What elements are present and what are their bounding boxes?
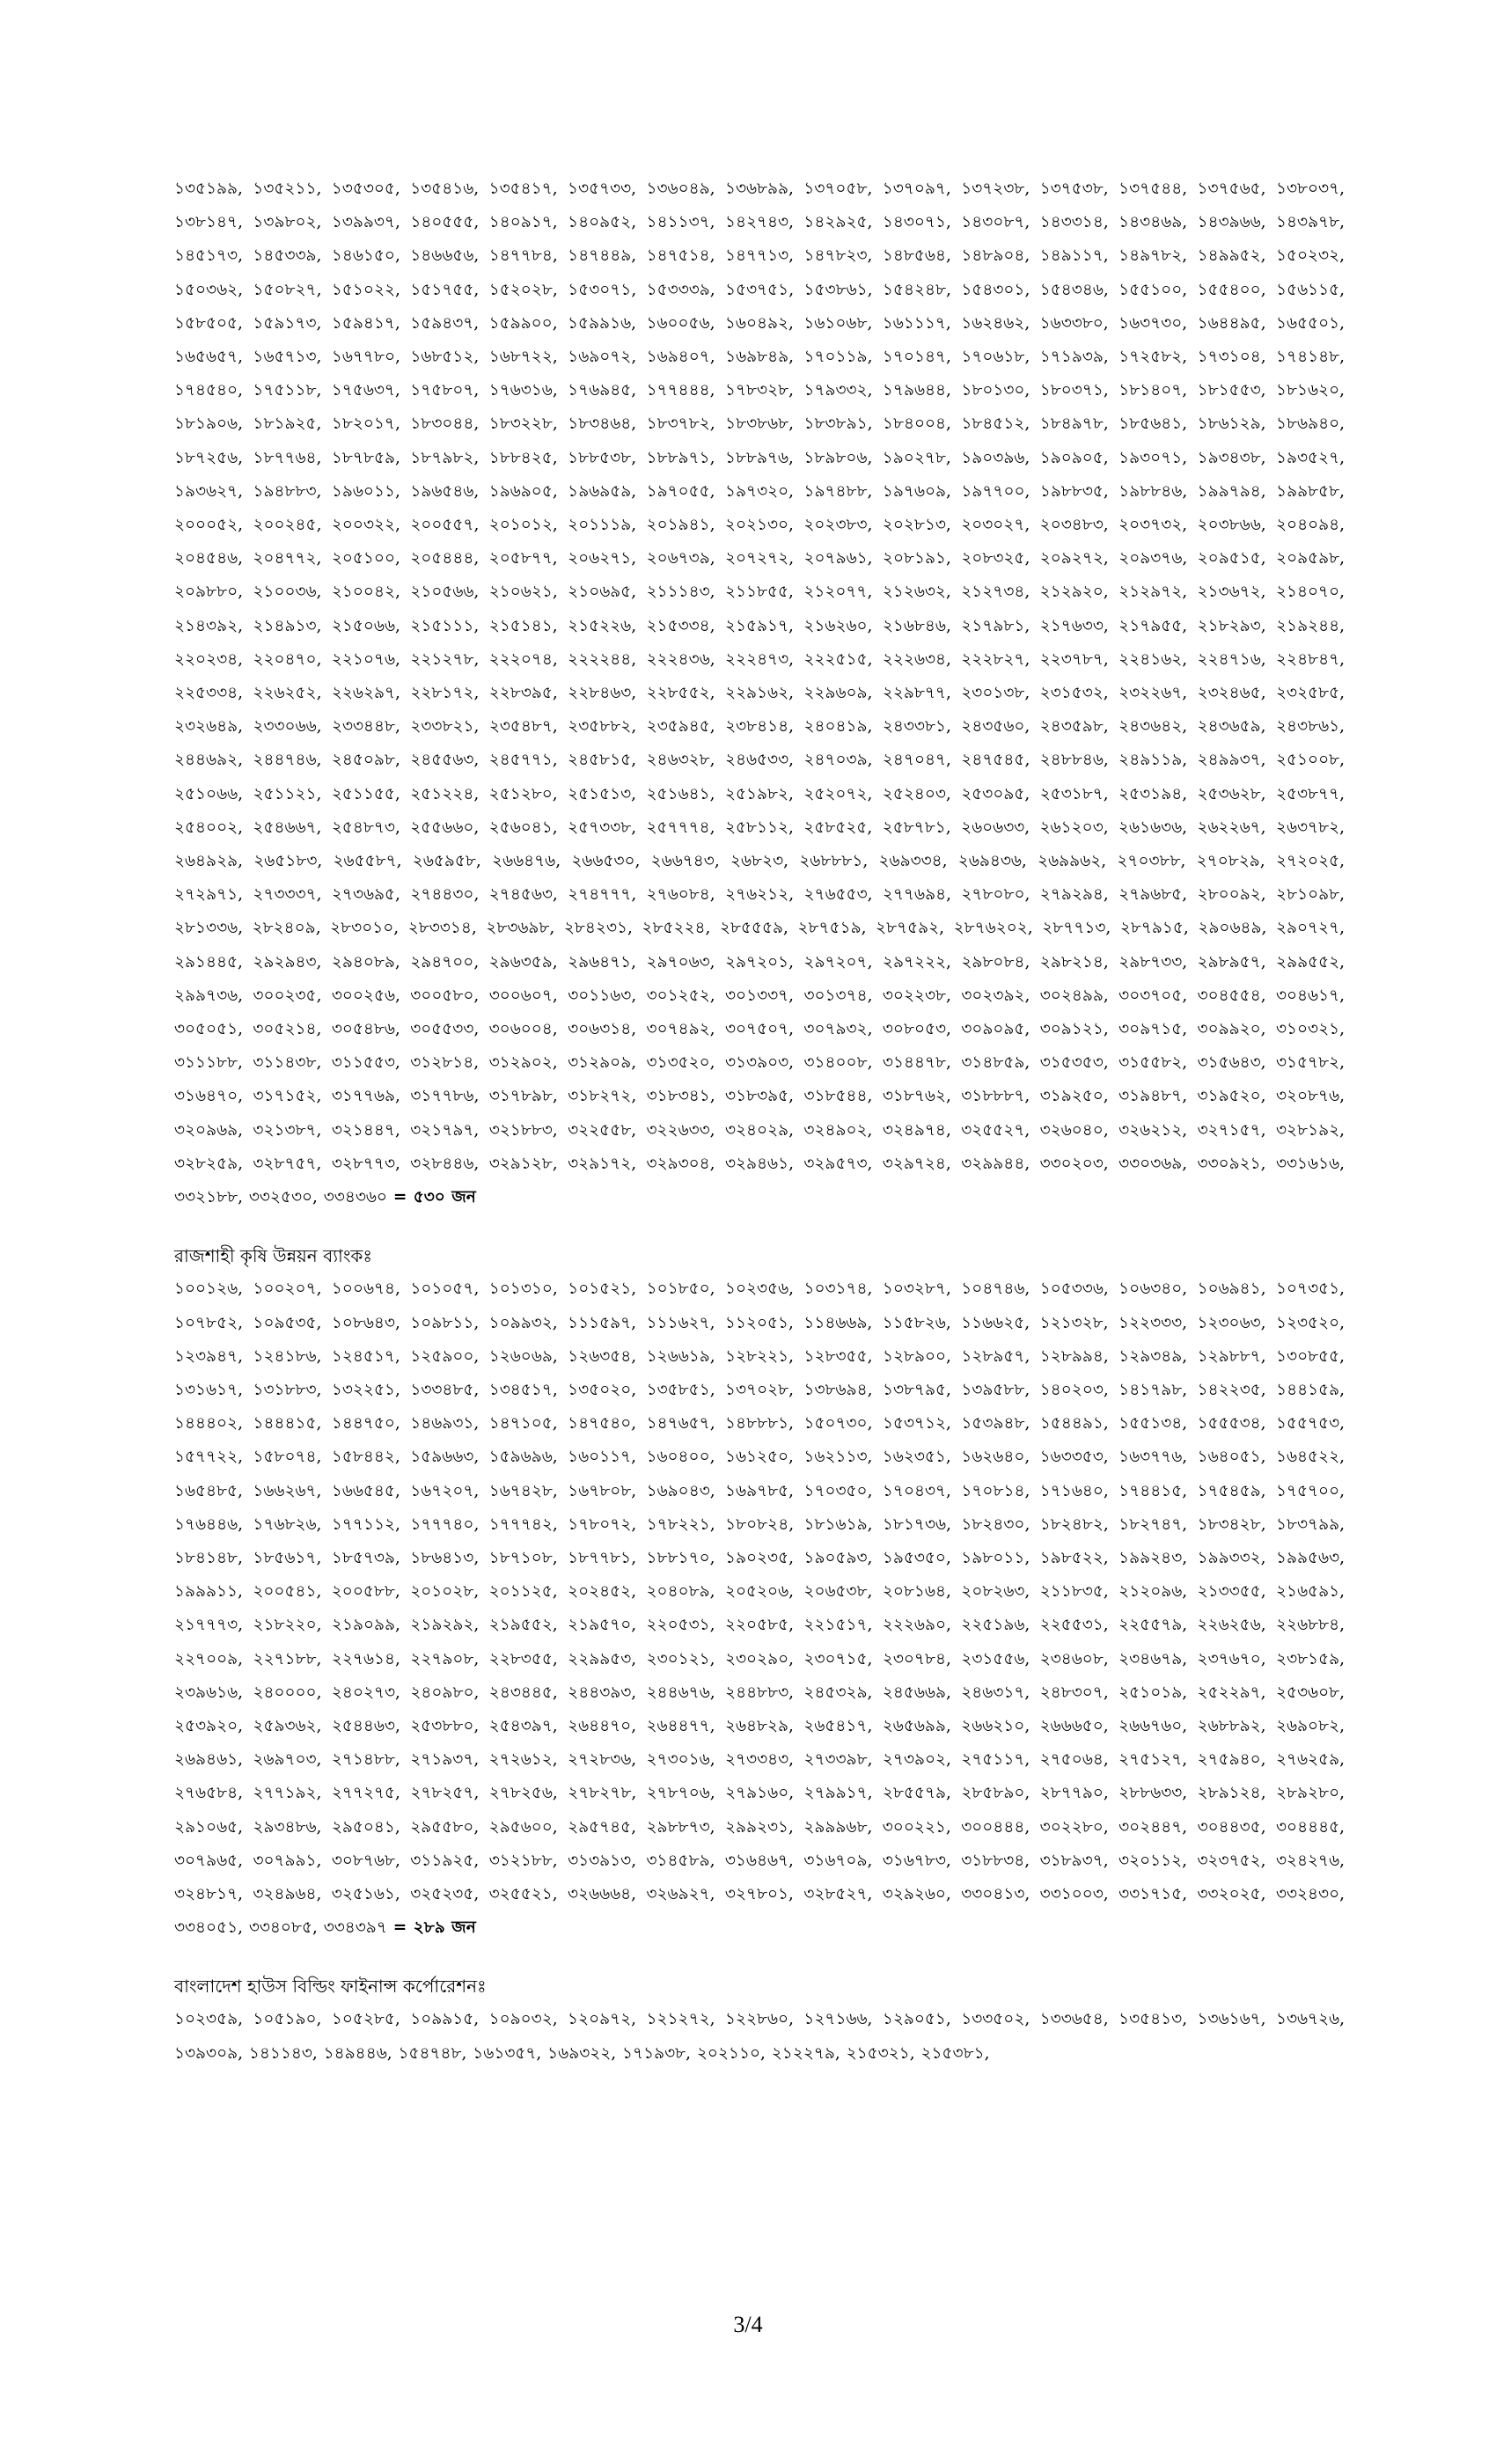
section-rajshahi-krishi-unnayan-bank bbox=[174, 1239, 1345, 1945]
roll-number-list bbox=[174, 172, 1345, 1214]
roll-number-list bbox=[174, 2003, 1345, 2070]
page-number: 3/4 bbox=[733, 2312, 763, 2337]
document-page bbox=[174, 172, 1345, 2071]
section-bangladesh-house-building-finance bbox=[174, 1969, 1345, 2070]
roll-numbers: ১৩৫১৯৯, ১৩৫২১১, ১৩৫৩০৫, ১৩৫৪১৬, ১৩৫৪১৭, ১৩৫৭৩৩, ১৩৬০৪৯, ১৩৬৮৯৯, ১৩৭০৫৮, ১৩৭০৯৭, ১৩৭২৩৮, ১৩৭৫৩৮, ১৩৭৫৪৪, ১৩৭৫৬৫, ১৩৮০৩৭, ১৩৮১৪৭, ১৩৯৮০২, ১৩৯৯৩৭, ১৪০৫৫৫, ১৪০৯১৭, ১৪০৯৫২, ১৪১১৩৭, ১৪২৭৪৩, ১৪২৯২৫, ১৪৩০৭১, ১৪৩০৮৭, ১৪৩৩১৪, ১৪৩৪৬৯, ১৪৩৯৬৬, ১৪৩৯৭৮, ১৪৫১৭৩, ১৪৫৩৩৯, ১৪৬১৫০, ১৪৬৬৫৬, ১৪৭৭৮৪, ১৪৭৪৪৯, ১৪৭৫১৪, ১৪৭৭১৩, ১৪৭৮২৩, ১৪৮৫৬৪, ১৪৮৯০৪, ১৪৯১১৭, ১৪৯৭৮২, ১৪৯৯৫২, ১৫০২৩২, ১৫০৩৬২, ১৫০৮২৭, ১৫১০২২, ১৫১৭৫৫, ১৫২০২৮, ১৫৩০৭১, ১৫৩৩৩৯, ১৫৩৭৫১, ১৫৩৮৬১, ১৫৪২৪৮, ১৫৪৩০১, ১৫৪৩৪৬, ১৫৫১০০, ১৫৫৪০০, ১৫৬১১৫, ১৫৮৫০৫, ১৫৯১৭৩, ১৫৯৪১৭, ১৫৯৪৩৭, ১৫৯৯০০, ১৫৯৯১৬, ১৬০০৫৬, ১৬০৪৯২, ১৬১০৬৮, ১৬১১১৭, ১৬২৪৬২, ১৬৩৩৮০, ১৬৩৭৩০, ১৬৪৪৯৫, ১৬৫৫০১, ১৬৫৬৫৭, ১৬৫৭১৩, ১৬৭৭৮০, ১৬৮৫১২, ১৬৮৭২২, ১৬৯০৭২, ১৬৯৪০৭, ১৬৯৮৪৯, ১৭০১১৯, ১৭০১৪৭, ১৭০৬১৮, ১৭১৯৩৯, ১৭২৫৮২, ১৭৩১০৪, ১৭৪১৪৮, ১৭৪৫৪০, ১৭৫১১৮, ১৭৫৬৩৭, ১৭৫৮০৭, ১৭৬৩১৬, ১৭৬৯৪৫, ১৭৭৪৪৪, ১৭৮৩২৮, ১৭৯৩৩২, ১৭৯৬৪৪, ১৮০১৩০, ১৮০৩৭১, ১৮১৪০৭, ১৮১৫৫৩, ১৮১৬২০, ১৮১৯০৬, ১৮১৯২৫, ১৮২০১৭, ১৮৩০৪৪, ১৮৩২২৮, ১৮৩৪৬৪, ১৮৩৭৮২, ১৮৩৮৬৮, ১৮৩৮৯১, ১৮৪০০৪, ১৮৪৫১২, ১৮৪৯৭৮, ১৮৫৬৪১, ১৮৬১২৯, ১৮৬৯৪০, ১৮৭২৫৬, ১৮৭৭৬৪, ১৮৭৮৫৯, ১৮৭৯৮২, ১৮৮৪২৫, ১৮৮৫৩৮, ১৮৮৯৭১, ১৮৮৯৭৬, ১৮৯৮০৬, ১৯০২৭৮, ১৯০৩৯৬, ১৯০৯০৫, ১৯৩০৭১, ১৯৩৪৩৮, ১৯৩৫২৭, ১৯৩৬২৭, ১৯৪৮৮৩, ১৯৬০১১, ১৯৬৫৪৬, ১৯৬৯০৫, ১৯৬৯৫৯, ১৯৭০৫৫, ১৯৭৩২০, ১৯৭৪৮৮, ১৯৭৬০৯, ১৯৭৭০০, ১৯৮৮৩৫, ১৯৮৮৪৬, ১৯৯৭৯৪, ১৯৯৮৫৮, ২০০০৫২, ২০০২৪৫, ২০০৩২২, ২০০৫৫৭, ২০১০১২, ২০১১১৯, ২০১৯৪১, ২০২১৩০, ২০২৩৮৩, ২০২৮১৩, ২০৩০২৭, ২০৩৪৮৩, ২০৩৭৩২, ২০৩৮৬৬, ২০৪০৯৪, ২০৪৫৪৬, ২০৪৭৭২, ২০৫১০০, ২০৫৪৪৪, ২০৫৮৭৭, ২০৬২৭১, ২০৬৭৩৯, ২০৭২৭২, ২০৭৯৬১, ২০৮১৯১, ২০৮৩২৫, ২০৯২৭২, ২০৯৩৭৬, ২০৯৫১৫, ২০৯৫৯৮, ২০৯৮৮০, ২১০০৩৬, ২১০০৪২, ২১০৫৬৬, ২১০৬২১, ২১০৬৯৫, ২১১১৪৩, ২১১৮৫৫, ২১২০৭৭, ২১২৬৩২, ২১২৭৩৪, ২১২৯২০, ২১২৯৭২, ২১৩৬৭২, ২১৪০৭০, ২১৪৩৯২, ২১৪৯১৩, ২১৫০৬৬, ২১৫১১১, ২১৫১৪১, ২১৫২২৬, ২১৫৩৩৪, ২১৫৯১৭, ২১৬২৬০, ২১৬৮৪৬, ২১৭৯৮১, ২১৭৬৩৩, ২১৭৯৫৫, ২১৮২৯৩, ২১৯২৪৪, ২২০২৩৪, ২২০৪৭০, ২২১০৭৬, ২২১২৭৮, ২২২০৭৪, ২২২২৪৪, ২২২৪৩৬, ২২২৪৭৩, ২২২৫১৫, ২২২৬৩৪, ২২২৮২৭, ২২৩৭৮৭, ২২৪১৬২, ২২৪৭১৬, ২২৪৮৪৭, ২২৫৩৩৪, ২২৬২৫২, ২২৬২৯৭, ২২৮১৭২, ২২৮৩৯৫, ২২৮৪৬৩, ২২৮৫৫২, ২২৯১৬২, ২২৯৬০৯, ২২৯৮৭৭, ২৩০১৩৮, ২৩১৫৩২, ২৩২২৬৭, ২৩২৪৬৫, ২৩২৫৮৫, ২৩২৬৪৯, ২৩৩০৬৬, ২৩৩৪৪৮, ২৩৩৮২১, ২৩৫৪৮৭, ২৩৫৮৮২, ২৩৫৯৪৫, ২৩৮৪১৪, ২৪০৪১৯, ২৪৩৩৮১, ২৪৩৫৬০, ২৪৩৫৯৮, ২৪৩৬৪২, ২৪৩৬৫৯, ২৪৩৮৬১, ২৪৪৬৯২, ২৪৪৭৪৬, ২৪৫০৯৮, ২৪৫৫৬৩, ২৪৫৭৭১, ২৪৫৮১৫, ২৪৬৩২৮, ২৪৬৫৩৩, ২৪৭০৩৯, ২৪৭০৪৭, ২৪৭৫৪৫, ২৪৮৮৪৬, ২৪৯১১৯, ২৪৯৯৩৭, ২৫১০০৮, ২৫১০৬৬, ২৫১১২১, ২৫১১৫৫, ২৫১২২৪, ২৫১২৮০, ২৫১৫১৩, ২৫১৬৪১, ২৫১৯৮২, ২৫২০৭২, ২৫২৪০৩, ২৫৩০৯৫, ২৫৩১৮৭, ২৫৩১৯৪, ২৫৩৬২৮, ২৫৩৮৭৭, ২৫৪০০২, ২৫৪৬৬৭, ২৫৪৮৭৩, ২৫৫৬৬০, ২৫৬০৪১, ২৫৭৩৩৮, ২৫৭৭৭৪, ২৫৮১১২, ২৫৮৫২৫, ২৫৮৭৮১, ২৬০৬৩৩, ২৬১২০৩, ২৬১৬৩৬, ২৬২২৬৭, ২৬৩৭৮২, ২৬৪৯২৯, ২৬৫১৮৩, ২৬৫৫৮৭, ২৬৫৯৫৮, ২৬৬৪৭৬, ২৬৬৫৩০, ২৬৬৭৪৩, ২৬৮২৩, ২৬৮৮৮১, ২৬৯৩৩৪, ২৬৯৪৩৬, ২৬৯৯৬২, ২৭০৩৮৮, ২৭০৮২৯, ২৭২০২৫, ২৭২৯৭১, ২৭৩৩৩৭, ২৭৩৬৯৫, ২৭৪৪৩০, ২৭৪৫৬৩, ২৭৪৭৭৭, ২৭৬০৮৪, ২৭৬২১২, ২৭৬৫৫৩, ২৭৭৬৯৪, ২৭৮০৮০, ২৭৯২৯৪, ২৭৯৬৮৫, ২৮০০৯২, ২৮১০৯৮, ২৮১৩৩৬, ২৮২৪০৯, ২৮৩০১০, ২৮৩৩১৪, ২৮৩৬৯৮, ২৮৪২৩১, ২৮৫২২৪, ২৮৫৫৫৯, ২৮৭৫১৯, ২৮৭৫৯২, ২৮৭৬২০২, ২৮৭৭১৩, ২৮৭৯১৫, ২৯০৬৪৯, ২৯০৭২৭, ২৯১৪৪৫, ২৯২৯৪৩, ২৯৪০৮৯, ২৯৪৭০০, ২৯৬৩৫৯, ২৯৬৪৭১, ২৯৭০৬৩, ২৯৭২০১, ২৯৭২০৭, ২৯৭২২২, ২৯৮০৮৪, ২৯৮২১৪, ২৯৮৭৩৩, ২৯৮৯৫৭, ২৯৯৫৫২, ২৯৯৭৩৬, ৩০০২৩৫, ৩০০২৫৬, ৩০০৫৮০, ৩০০৬০৭, ৩০১১৬৩, ৩০১২৫২, ৩০১৩৩৭, ৩০১৩৭৪, ৩০২২৩৮, ৩০২৩৯২, ৩০২৪৯৯, ৩০৩৭০৫, ৩০৪৫৫৪, ৩০৪৬১৭, ৩০৫০৫১, ৩০৫২১৪, ৩০৫৪৮৬, ৩০৫৫৩৩, ৩০৬০০৪, ৩০৬৩১৪, ৩০৭৪৯২, ৩০৭৫০৭, ৩০৭৯৩২, ৩০৮০৫৩, ৩০৯০৯৫, ৩০৯১২১, ৩০৯৭১৫, ৩০৯৯২০, ৩১০৩২১, ৩১১১৮৮, ৩১১৪৩৮, ৩১১৫৫৩, ৩১২৮১৪, ৩১২৯০২, ৩১২৯০৯, ৩১৩৫২০, ৩১৩৯০৩, ৩১৪০০৮, ৩১৪৪৭৮, ৩১৪৮৫৯, ৩১৫৩৫৩, ৩১৫৫৮২, ৩১৫৬৪৩, ৩১৫৭৮২, ৩১৬৪৭০, ৩১৭১৫২, ৩১৭৭৬৯, ৩১৭৭৮৬, ৩১৭৮৯৮, ৩১৮২৭২, ৩১৮৩৪১, ৩১৮৩৯৫, ৩১৮৫৪৪, ৩১৮৭৬২, ৩১৮৮৮৭, ৩১৯২৫০, ৩১৯৪৮৭, ৩১৯৫২০, ৩২০৮৭৬, ৩২০৯৬৯, ৩২১৩৮৭, ৩২১৪৪৭, ৩২১৭৯৭, ৩২১৮৮৩, ৩২২৫৫৮, ৩২২৬৩৩, ৩২৪০২৯, ৩২৪৯০২, ৩২৪৯৭৪, ৩২৫৫২৭, ৩২৬০৪০, ৩২৬২১২, ৩২৭১৫৭, ৩২৮১৯২, ৩২৮২৫৯, ৩২৮৭৫৭, ৩২৮৭৭৩, ৩২৮৪৪৬, ৩২৯১২৮, ৩২৯১৭২, ৩২৯৩০৪, ৩২৯৪৬১, ৩২৯৫৭৩, ৩২৯৭২৪, ৩২৯৯৪৪, ৩৩০২০৩, ৩৩০৩৬৯, ৩৩০৯২১, ৩৩১৬১৬, ৩৩২১৮৮, ৩৩২৫৩০, ৩৩৪৩৬০ bbox=[174, 180, 1345, 1207]
section-heading: বাংলাদেশ হাউস বিল্ডিং ফাইনান্স কর্পোরেশনঃ bbox=[174, 1976, 487, 1998]
roll-numbers: ১০০১২৬, ১০০২০৭, ১০০৬৭৪, ১০১০৫৭, ১০১৩১০, ১০১৫২১, ১০১৮৫০, ১০২৩৫৬, ১০৩১৭৪, ১০৩২৮৭, ১০৪৭৪৬, ১০৫৩৩৬, ১০৬৩৪০, ১০৬৯৪১, ১০৭৩৫১, ১০৭৮৫২, ১০৯৫৩৫, ১০৮৬৪৩, ১০৯৮১১, ১০৯৯৩২, ১১১৫৯৭, ১১১৬২৭, ১১২০৫১, ১১৪৬৬৯, ১১৫৮২৬, ১১৬৬২৫, ১২১৩২৮, ১২২৩৩৩, ১২৩০৬৩, ১২৩৫২০, ১২৩৯৪৭, ১২৪১৮৬, ১২৪৫১৭, ১২৫৯০০, ১২৬০৬৯, ১২৬৩৫৪, ১২৬৬১৯, ১২৮২২১, ১২৮৩৫৫, ১২৮৯০০, ১২৮৯৫৭, ১২৮৯৯৪, ১২৯৩৪৯, ১২৯৮৮৭, ১৩০৮৫৫, ১৩১৬১৭, ১৩১৮৮৩, ১৩২২৫১, ১৩৩৪৮৫, ১৩৪৫১৭, ১৩৫০২০, ১৩৫৮৫১, ১৩৭০২৮, ১৩৮৬৯৪, ১৩৮৭৯৫, ১৩৯৫৮৮, ১৪০২০৩, ১৪১৭৯৮, ১৪২২৩৫, ১৪৪১৫৯, ১৪৪৪০২, ১৪৪৪১৫, ১৪৪৭৫০, ১৪৬৯৩১, ১৪৭১০৫, ১৪৭৫৪০, ১৪৭৬৫৭, ১৪৮৮৮১, ১৫০৭৩০, ১৫৩৭১২, ১৫৩৯৪৮, ১৫৪৪৯১, ১৫৫১৩৪, ১৫৫৫৩৪, ১৫৫৭৫৩, ১৫৭৭২২, ১৫৮০৭৪, ১৫৮৪৪২, ১৫৯৬৬৩, ১৫৯৬৯৬, ১৬০১১৭, ১৬০৪০০, ১৬১২৫০, ১৬২১১৩, ১৬২৩৫১, ১৬২৬৪০, ১৬৩৩৫৩, ১৬৩৭৭৬, ১৬৪০৫১, ১৬৪৫২২, ১৬৫৪৮৫, ১৬৬২৬৭, ১৬৬৫৪৫, ১৬৭২০৭, ১৬৭৪২৮, ১৬৭৮০৮, ১৬৯০৪৩, ১৬৯৭৮৫, ১৭০৩৫০, ১৭০৪৩৭, ১৭০৮১৪, ১৭১৬৪০, ১৭৪৪১৫, ১৭৫৪৫৯, ১৭৫৭০০, ১৭৬৪৪৬, ১৭৬৮২৬, ১৭৭১১২, ১৭৭৭৪০, ১৭৭৭৪২, ১৭৮০৭২, ১৭৮২২১, ১৮০৮২৪, ১৮১৬১৯, ১৮১৭৩৬, ১৮২৪৩০, ১৮২৪৮২, ১৮২৭৪৭, ১৮৩৪২৮, ১৮৩৭৯৯, ১৮৪১৪৮, ১৮৫৬১৭, ১৮৫৭৩৯, ১৮৬৪১৩, ১৮৭১০৮, ১৮৭৭৮১, ১৮৮১৭০, ১৯০২৩৫, ১৯০৫৯৩, ১৯৫৩৫০, ১৯৮০১১, ১৯৮৫২২, ১৯৯২৪৩, ১৯৯৩৩২, ১৯৯৫৬৩, ১৯৯৯১১, ২০০৫৪১, ২০০৫৮৮, ২০১০২৮, ২০১১২৫, ২০২৪৫২, ২০৪০৮৯, ২০৫২০৬, ২০৬৫৩৮, ২০৮১৬৪, ২০৮২৬৩, ২১১৮৩৫, ২১২০৯৬, ২১৩৩৫৫, ২১৬৫৯১, ২১৭৭৭৩, ২১৮২২০, ২১৯০৯৯, ২১৯২৯২, ২১৯৫৫২, ২১৯৫৭০, ২২০৫৩১, ২২০৫৮৫, ২২১৫১৭, ২২২৬৯০, ২২৫১৯৬, ২২৫৫৩১, ২২৫৫৭৯, ২২৬২৫৬, ২২৬৮৮৪, ২২৭০০৯, ২২৭১৮৮, ২২৭৬১৪, ২২৭৯০৮, ২২৮৩৫৫, ২২৯৯৫৩, ২৩০১২১, ২৩০২৯০, ২৩০৭১৫, ২৩০৭৮৪, ২৩১৫৫৬, ২৩৪৬০৮, ২৩৪৬৭৯, ২৩৭৬৭০, ২৩৮১৫৯, ২৩৯৬১৬, ২৪০০০০, ২৪০২৭৩, ২৪০৯৮০, ২৪৩৪৪৫, ২৪৪৩৯৩, ২৪৪৬৭৬, ২৪৪৮৮৩, ২৪৫৩২৯, ২৪৫৬৬৯, ২৪৬৩১৭, ২৪৮৩০৭, ২৫১০১৯, ২৫২২৯৭, ২৫৩৬০৮, ২৫৩৯২০, ২৫৯৩৬২, ২৫৪৪৬৩, ২৫৩৮৮০, ২৫৪৩৯৭, ২৬৪৪৭০, ২৬৪৪৭৭, ২৬৪৮২৯, ২৬৫৪১৭, ২৬৫৬৯৯, ২৬৬২১০, ২৬৬৬৫০, ২৬৬৭৬০, ২৬৮৮৯২, ২৬৯০৮২, ২৬৯৪৬১, ২৬৯৭০৩, ২৭১৪৮৮, ২৭১৯৩৭, ২৭২৬১২, ২৭২৮৩৬, ২৭৩০১৬, ২৭৩৩৪৩, ২৭৩৩৯৮, ২৭৩৯০২, ২৭৫১১৭, ২৭৫০৬৪, ২৭৫১২৭, ২৭৫৯৪০, ২৭৬২৫৯, ২৭৬৫৮৪, ২৭৭১৯২, ২৭৭২৭৫, ২৭৮২৫৭, ২৭৮২৫৬, ২৭৮২৭৮, ২৭৮৭০৬, ২৭৯১৬০, ২৭৯৯১৭, ২৮৫৫৭৯, ২৮৫৮৯০, ২৮৭৭৯০, ২৮৮৬৩৩, ২৮৯১২৪, ২৮৯২৮০, ২৯১০৬৫, ২৯৩৪৮৬, ২৯৫০৪১, ২৯৫৫৮০, ২৯৫৬০০, ২৯৫৭৪৫, ২৯৮৮৭৩, ২৯৯২৩১, ২৯৯৯৬৮, ৩০০২২১, ৩০০৪৪৪, ৩০২২৮০, ৩০২৪৪৭, ৩০৪৪৩৫, ৩০৪৪৪৫, ৩০৭৯৬৫, ৩০৭৯৯১, ৩০৮৭৬৮, ৩১১৯২৫, ৩১২১৮৮, ৩১৩৯১৩, ৩১৪৫৮৯, ৩১৬৪৬৭, ৩১৬৭০৯, ৩১৬৭৮৩, ৩১৮৮৩৪, ৩১৮৯৩৭, ৩২০১১২, ৩২৩৭৫২, ৩২৪২৭৬, ৩২৪৮১৭, ৩২৪৯৬৪, ৩২৫১৬১, ৩২৫২৩৫, ৩২৫৫২১, ৩২৬৬৬৪, ৩২৬৯২৭, ৩২৭৮০১, ৩২৮৫২৭, ৩২৯২৬০, ৩৩০৪১৩, ৩৩১০০৩, ৩৩১৭১৫, ৩৩২০২৫, ৩৩২৪৩০, ৩৩৪০৫১, ৩৩৪০৮৫, ৩৩৪৩৯৭ bbox=[174, 1280, 1345, 1938]
section-total: = ২৮৯ জন bbox=[392, 1918, 476, 1938]
section-total: = ৫৩০ জন bbox=[392, 1188, 476, 1207]
roll-number-list bbox=[174, 1272, 1345, 1945]
section-continued-list bbox=[174, 172, 1345, 1214]
roll-numbers: ১০২৩৫৯, ১০৫১৯০, ১০৫২৮৫, ১০৯৯১৫, ১০৯০৩২, ১২০৯৭২, ১২১২৭২, ১২২৮৬০, ১২৭১৬৬, ১২৯০৫১, ১৩৩৫০২, ১৩৩৬৫৪, ১৩৫৪১৩, ১৩৬১৬৭, ১৩৬৭২৬, ১৩৯৩০৯, ১৪১১৪৩, ১৪৯৪৪৬, ১৫৪৭৪৮, ১৬১৩৫৭, ১৬৯৩২২, ১৭১৯৩৮, ২০২১১০, ২১২২৭৯, ২১৫৩২১, ২১৫৩৮১, bbox=[174, 2010, 1345, 2063]
section-heading: রাজশাহী কৃষি উন্নয়ন ব্যাংকঃ bbox=[174, 1245, 373, 1267]
